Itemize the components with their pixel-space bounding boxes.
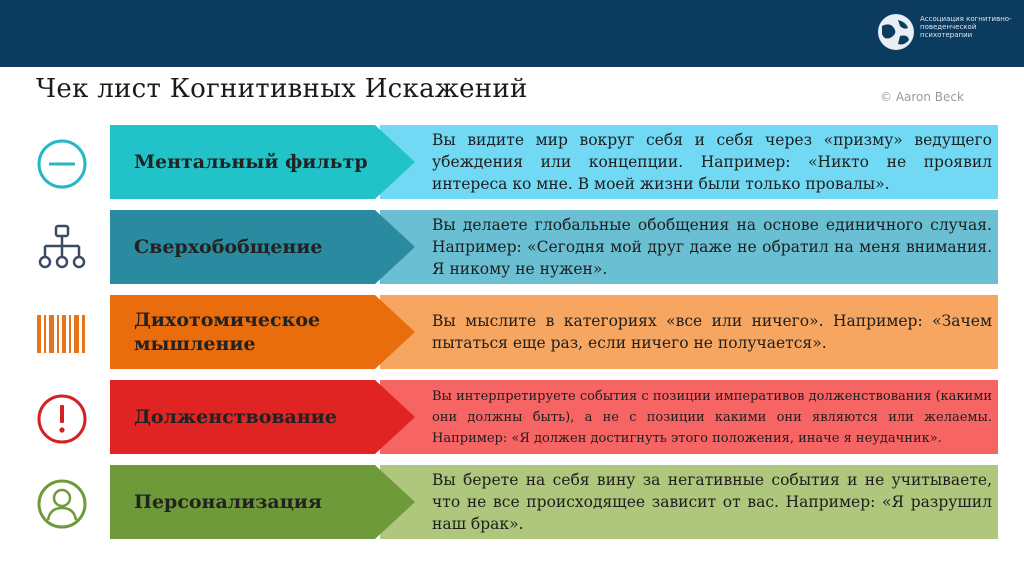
minus-circle-icon xyxy=(35,137,89,191)
page-title: Чек лист Когнитивных Искажений xyxy=(36,74,528,104)
row-description: Вы берете на себя вину за негативные события и не учитываете, что не все происходящее зависит от вас. Например: «Я разрушил наш брак». xyxy=(432,471,992,533)
user-circle-icon xyxy=(35,477,89,531)
globe-logo-icon xyxy=(876,12,916,52)
barcode-icon xyxy=(35,307,89,361)
row-description: Вы интерпретируете события с позиции императивов долженствования (какими они должны быть), а не с позиции какими они являются или желаемы. Например: «Я должен достигнуть этого положения, иначе я неудачник». xyxy=(432,388,992,446)
row-description: Вы делаете глобальные обобщения на основе единичного случая. Например: «Сегодня мой друг даже не обратил на меня внимания. Я никому не нужен». xyxy=(432,216,992,278)
row-dichotomous-thinking xyxy=(0,295,1024,369)
row-mental-filter xyxy=(0,125,1024,199)
row-description: Вы видите мир вокруг себя и себя через «призму» ведущего убеждения или концепции. Например: «Никто не проявил интереса ко мне. В моей жизни были только провалы». xyxy=(432,131,992,193)
row-description: Вы мыслите в категориях «все или ничего». Например: «Зачем пытаться еще раз, если ничего не получается». xyxy=(432,312,992,352)
row-label: Долженствование xyxy=(134,406,337,428)
header-bar xyxy=(0,0,1024,67)
row-label: Сверхобобщение xyxy=(134,236,323,258)
row-label: Дихотомическое мышление xyxy=(134,309,321,355)
row-should-statements xyxy=(0,380,1024,454)
row-personalization xyxy=(0,465,1024,539)
org-name: Ассоциация когнитивно-поведенческой психотерапии xyxy=(920,15,1012,39)
row-label: Ментальный фильтр xyxy=(134,151,368,173)
hierarchy-icon xyxy=(35,222,89,276)
row-overgeneralization xyxy=(0,210,1024,284)
row-label: Персонализация xyxy=(134,491,322,513)
author-credit: © Aaron Beck xyxy=(880,90,964,104)
exclamation-circle-icon xyxy=(35,392,89,446)
